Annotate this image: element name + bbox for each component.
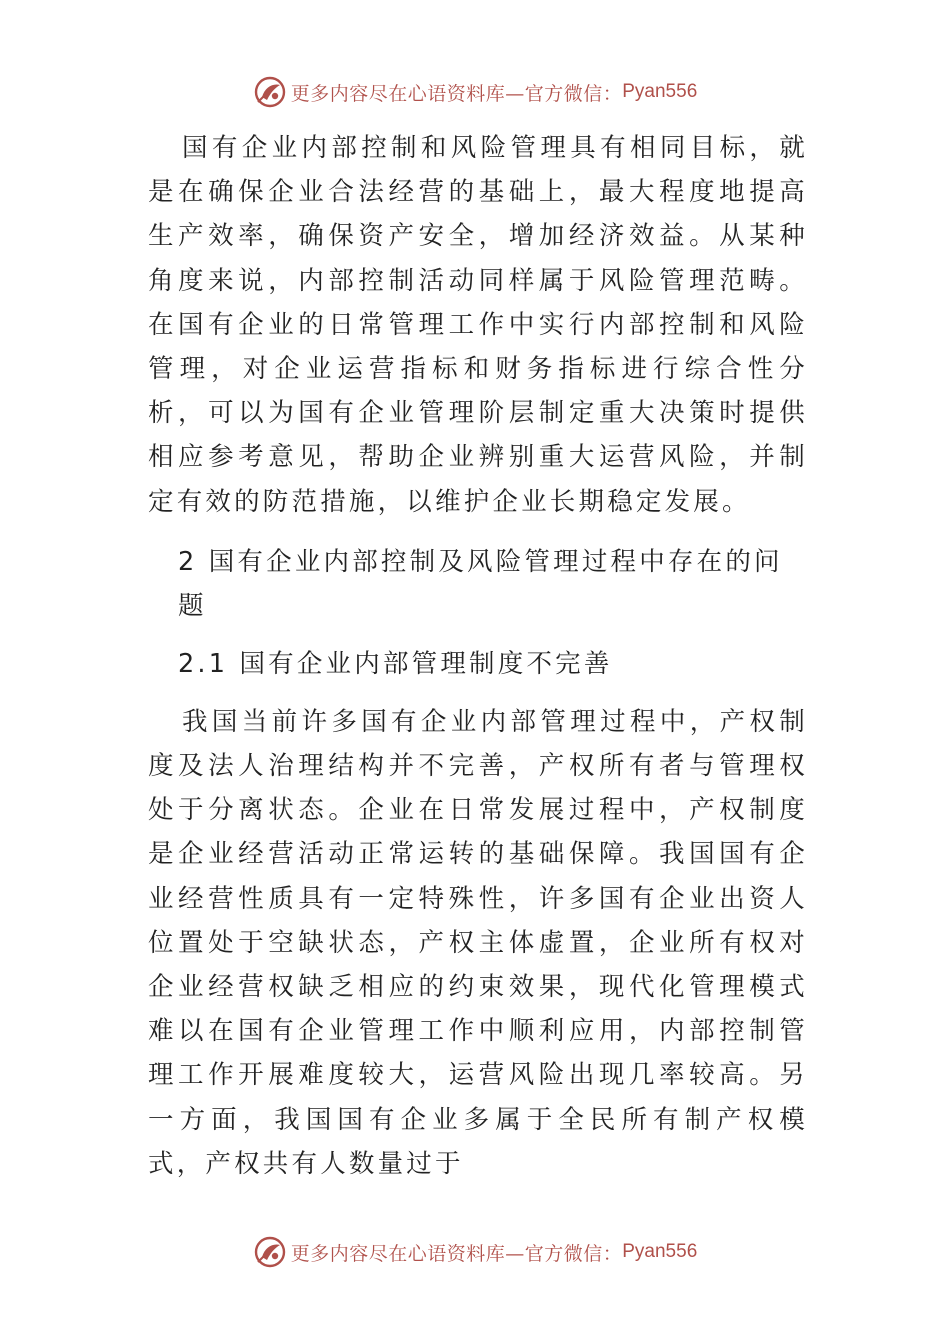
footer-banner [0,1232,950,1272]
xinyu-seal-icon [253,75,287,109]
xinyu-seal-icon [253,1235,287,1269]
footer-banner-text: 更多内容尽在心语资料库—官方微信： [290,1242,623,1265]
header-wechat-id: Pyan556 [622,81,698,102]
document-body [148,126,808,1186]
footer-wechat-id: Pyan556 [622,1241,698,1262]
paragraph-2: 我国当前许多国有企业内部管理过程中，产权制度及法人治理结构并不完善，产权所有者与管理权处于分离状态。企业在日常发展过程中，产权制度是企业经营活动正常运转的基础保障。我国国有企业经营性质具有一定特殊性，许多国有企业出资人位置处于空缺状态，产权主体虚置，企业所有权对企业经营权缺乏相应的约束效果，现代化管理模式难以在国有企业管理工作中顺利应用，内部控制管理工作开展难度较大，运营风险出现几率较高。另一方面，我国国有企业多属于全民所有制产权模式，产权共有人数量过于 [148,706,808,1179]
subsection-heading-2-1: 2.1 国有企业内部管理制度不完善 [178,648,613,679]
header-banner-text: 更多内容尽在心语资料库—官方微信： [290,82,623,105]
paragraph-1: 国有企业内部控制和风险管理具有相同目标，就是在确保企业合法经营的基础上，最大程度地提高生产效率，确保资产安全，增加经济效益。从某种角度来说，内部控制活动同样属于风险管理范畴。在国有企业的日常管理工作中实行内部控制和风险管理，对企业运营指标和财务指标进行综合性分析，可以为国有企业管理阶层制定重大决策时提供相应参考意见，帮助企业辨别重大运营风险，并制定有效的防范措施，以维护企业长期稳定发展。 [148,133,808,517]
header-banner [0,72,950,112]
section-heading-2: 2 国有企业内部控制及风险管理过程中存在的问题 [178,546,783,621]
